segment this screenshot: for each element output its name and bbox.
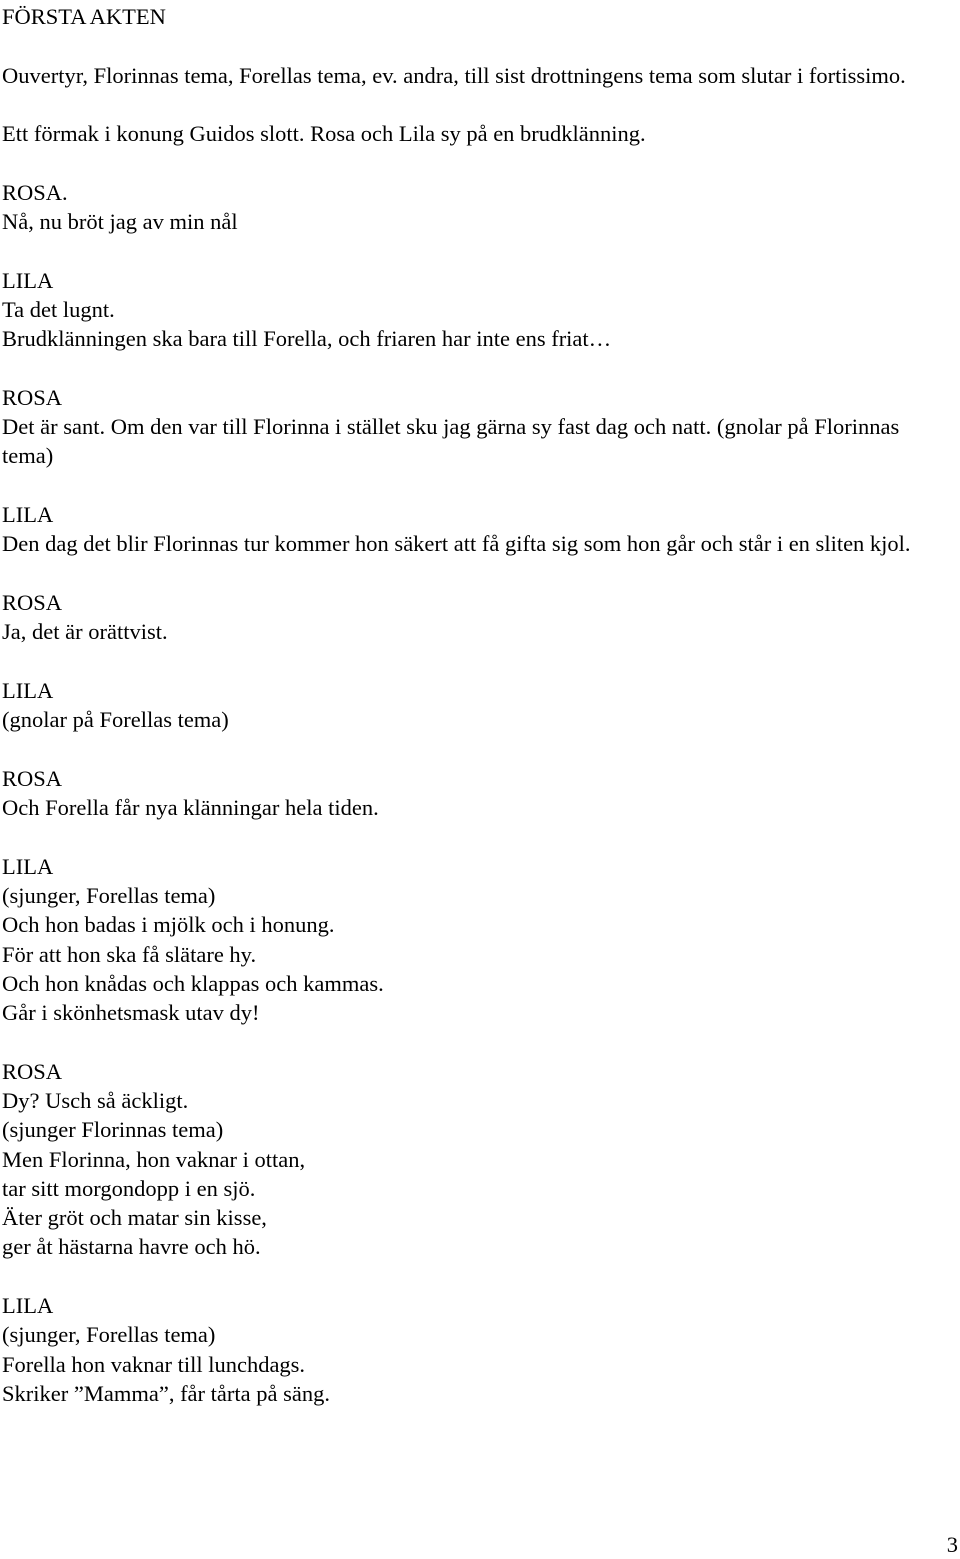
- text-line: tar sitt morgondopp i en sjö.: [2, 1175, 256, 1201]
- text-line: (sjunger, Forellas tema): [2, 1322, 216, 1348]
- text-line: Forella hon vaknar till lunchdags.: [2, 1351, 306, 1377]
- text-line: ger åt hästarna havre och hö.: [2, 1234, 261, 1260]
- text-block: [2, 61, 952, 90]
- text-line: Nå, nu bröt jag av min nål: [2, 209, 238, 235]
- text-line: ROSA: [2, 1058, 63, 1084]
- page-number: 3: [946, 1532, 958, 1557]
- text-line: ROSA: [2, 384, 63, 410]
- text-block: [2, 588, 952, 647]
- text-line: Men Florinna, hon vaknar i ottan,: [2, 1146, 306, 1172]
- text-line: Brudklänningen ska bara till Forella, och friaren har inte ens friat…: [2, 326, 612, 352]
- text-block: [2, 383, 952, 471]
- text-line: Ouvertyr, Florinnas tema, Forellas tema, ev. andra, till sist drottningens tema som slutar i fortissimo.: [2, 62, 906, 88]
- text-line: LILA: [2, 677, 54, 703]
- text-line: Och hon badas i mjölk och i honung.: [2, 912, 335, 938]
- text-line: (sjunger, Forellas tema): [2, 882, 216, 908]
- document-page: [2, 2, 952, 1438]
- text-line: (sjunger Florinnas tema): [2, 1117, 224, 1143]
- text-line: Ja, det är orättvist.: [2, 619, 168, 645]
- text-line: Det är sant. Om den var till Florinna i stället sku jag gärna sy fast dag och natt. (gnolar på Florinnas tema): [2, 414, 905, 469]
- text-line: LILA: [2, 1293, 54, 1319]
- text-line: (gnolar på Forellas tema): [2, 707, 229, 733]
- text-line: ROSA: [2, 589, 63, 615]
- text-block: [2, 266, 952, 354]
- text-line: Den dag det blir Florinnas tur kommer hon säkert att få gifta sig som hon går och står i en sliten kjol.: [2, 531, 911, 557]
- text-block: [2, 2, 952, 31]
- text-line: ROSA: [2, 765, 63, 791]
- text-block: [2, 852, 952, 1028]
- text-line: Och hon knådas och klappas och kammas.: [2, 970, 384, 996]
- text-line: Ett förmak i konung Guidos slott. Rosa och Lila sy på en brudklänning.: [2, 121, 646, 147]
- text-line: Skriker ”Mamma”, får tårta på säng.: [2, 1380, 330, 1406]
- text-line: Och Forella får nya klänningar hela tiden.: [2, 795, 379, 821]
- text-block: [2, 178, 952, 237]
- text-line: FÖRSTA AKTEN: [2, 4, 166, 29]
- text-line: Äter gröt och matar sin kisse,: [2, 1205, 267, 1231]
- text-block: [2, 764, 952, 823]
- text-line: Dy? Usch så äckligt.: [2, 1087, 189, 1113]
- text-block: [2, 1057, 952, 1262]
- text-line: ROSA.: [2, 179, 68, 205]
- text-line: Går i skönhetsmask utav dy!: [2, 1000, 260, 1026]
- text-block: [2, 119, 952, 148]
- text-line: LILA: [2, 853, 54, 879]
- text-line: För att hon ska få slätare hy.: [2, 941, 257, 967]
- text-line: LILA: [2, 502, 54, 528]
- text-line: LILA: [2, 267, 54, 293]
- text-block: [2, 1291, 952, 1408]
- text-block: [2, 500, 952, 559]
- text-block: [2, 676, 952, 735]
- text-line: Ta det lugnt.: [2, 296, 115, 322]
